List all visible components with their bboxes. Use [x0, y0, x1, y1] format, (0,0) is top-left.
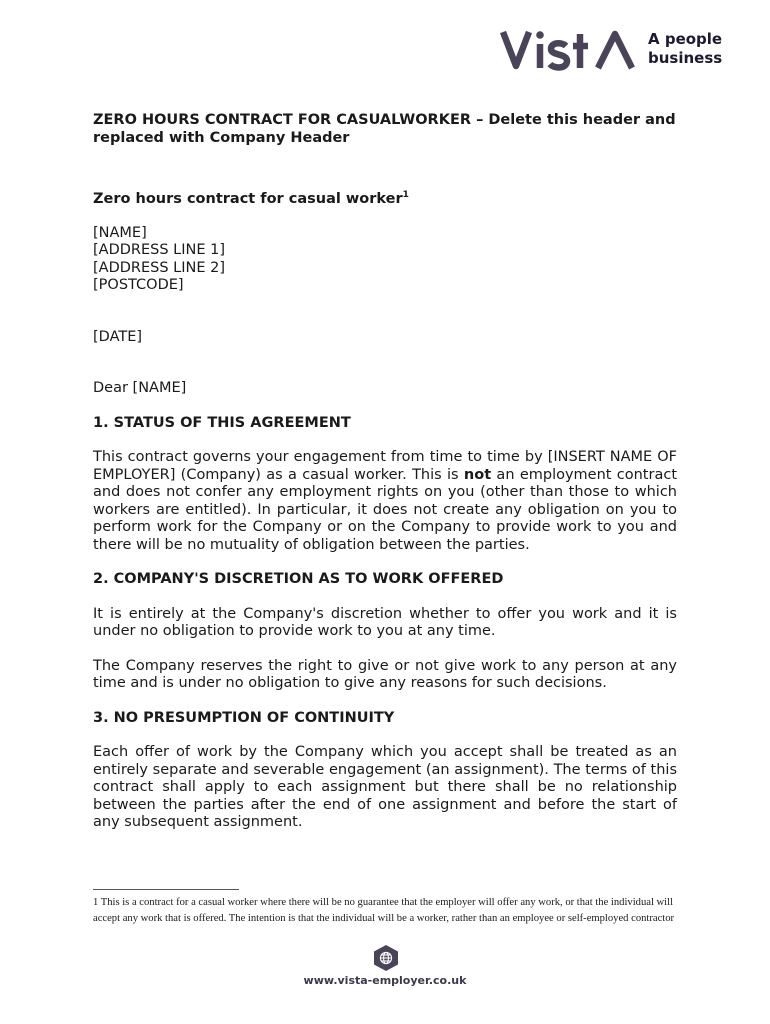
section-heading: 1. STATUS OF THIS AGREEMENT — [93, 414, 351, 431]
document-title — [93, 191, 677, 209]
vista-logo-icon — [500, 26, 636, 72]
company-logo — [500, 24, 740, 74]
footnote: 1 This is a contract for a casual worker where there will be no guarantee that the employer will offer any work, or that the individual will accept any work that is offered. The intention is that the individual will be a worker, rather than an employee or self-employed contractor — [93, 897, 675, 924]
recipient-address — [93, 225, 677, 295]
letter-date: [DATE] — [93, 328, 143, 345]
address-line: [POSTCODE] — [93, 277, 184, 293]
address-line: [ADDRESS LINE 2] — [93, 259, 226, 276]
section-paragraph: The Company reserves the right to give or not give work to any person at any time and is under no obligation to give any reasons for such decisions. — [93, 657, 677, 691]
address-line: [ADDRESS LINE 1] — [93, 242, 226, 258]
emphasis-text: not — [463, 466, 492, 483]
section-heading: 2. COMPANY'S DISCRETION AS TO WORK OFFERED — [93, 571, 504, 587]
footnote-divider — [93, 889, 239, 890]
paragraph-text: an employment contract and does not confer any employment rights on you (other than those to which workers are entitled). In particular, it does not create any obligation on you to perform work for the Company or on the Company to provide work to you and there will be no mutuality of obligation between the parties. — [93, 466, 677, 553]
section-paragraph: Each offer of work by the Company which you accept shall be treated as an entirely separate and severable engagement (an assignment). The terms of this contract shall apply to each assignment but there shall be no relationship between the parties after the end of one assignment and before the start of any subsequent assignment. — [93, 744, 677, 830]
globe-icon — [373, 944, 399, 972]
section-heading: 3. NO PRESUMPTION OF CONTINUITY — [93, 709, 395, 726]
header-note: ZERO HOURS CONTRACT FOR CASUALWORKER – Delete this header and replaced with Company Header — [93, 112, 676, 146]
document-title-text: Zero hours contract for casual worker — [93, 191, 403, 207]
address-line: [NAME] — [93, 224, 147, 241]
paragraph-text: This contract governs your engagement from time to time by [INSERT NAME OF EMPLOYER] (Company) as a casual worker. This is — [93, 449, 677, 483]
brand-tagline: A people business — [648, 30, 723, 67]
footnote-ref: 1 — [402, 190, 409, 201]
document-body — [93, 111, 677, 832]
section-paragraph: It is entirely at the Company's discretion whether to offer you work and it is under no obligation to provide work to you at any time. — [93, 605, 677, 639]
salutation: Dear [NAME] — [93, 380, 187, 396]
website-link[interactable]: www.vista-employer.co.uk — [303, 974, 467, 987]
section-paragraph — [93, 449, 677, 554]
